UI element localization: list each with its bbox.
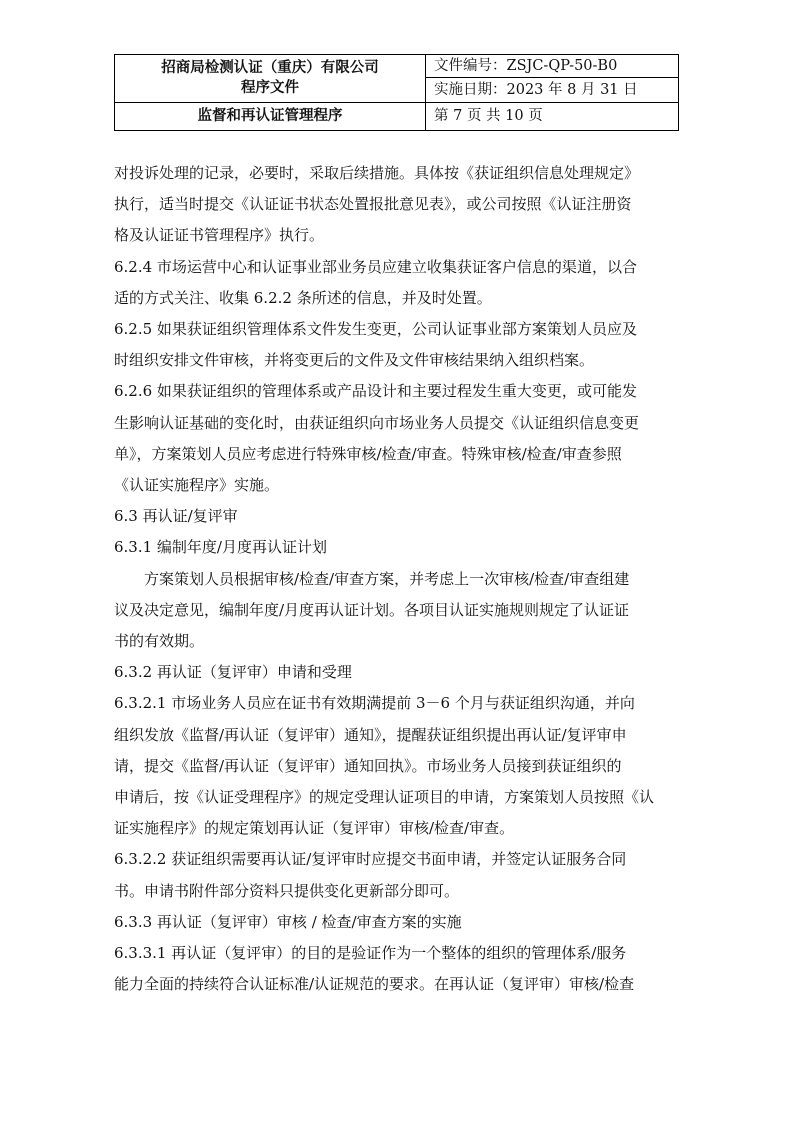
subsection-heading: 6.3.3 再认证（复评审）审核 / 检查/审查方案的实施 (114, 912, 462, 931)
document-body (114, 158, 680, 1000)
body-line: 6.3.2.2 获证组织需要再认证/复评审时应提交书面申请，并签定认证服务合同 (114, 850, 627, 869)
section-heading: 6.3 再认证/复评审 (114, 507, 238, 526)
body-line: 时组织安排文件审核，并将变更后的文件及文件审核结果纳入组织档案。 (114, 351, 595, 370)
body-line: 书的有效期。 (114, 632, 205, 651)
document-title: 监督和再认证管理程序 (115, 103, 426, 131)
document-number: 文件编号：ZSJC-QP-50-B0 (426, 55, 679, 78)
body-line: 6.3.3.1 再认证（复评审）的目的是验证作为一个整体的组织的管理体系/服务 (114, 944, 627, 963)
body-line: 6.3.2.1 市场业务人员应在证书有效期满提前 3－6 个月与获证组织沟通，并向 (114, 694, 635, 713)
body-line: 申请后，按《认证受理程序》的规定受理认证项目的申请，方案策划人员按照《认 (114, 788, 655, 807)
body-line: 能力全面的持续符合认证标准/认证规范的要求。在再认证（复评审）审核/检查 (114, 975, 635, 994)
body-line: 6.2.4 市场运营中心和认证事业部业务员应建立收集获证客户信息的渠道，以合 (114, 257, 637, 276)
subsection-heading: 6.3.2 再认证（复评审）申请和受理 (114, 663, 352, 682)
body-line: 生影响认证基础的变化时，由获证组织向市场业务人员提交《认证组织信息变更 (114, 413, 640, 432)
body-line: 6.2.5 如果获证组织管理体系文件发生变更，公司认证事业部方案策划人员应及 (114, 320, 637, 339)
body-line: 6.2.6 如果获证组织的管理体系或产品设计和主要过程发生重大变更，或可能发 (114, 382, 637, 401)
subsection-heading: 6.3.1 编制年度/月度再认证计划 (114, 538, 327, 557)
body-line: 请，提交《监督/再认证（复评审）通知回执》。市场业务人员接到获证组织的 (114, 756, 622, 775)
body-line: 对投诉处理的记录，必要时，采取后续措施。具体按《获证组织信息处理规定》 (114, 164, 640, 182)
body-line: 组织发放《监督/再认证（复评审）通知》，提醒获证组织提出再认证/复评审申 (114, 725, 627, 744)
document-category: 程序文件 (241, 79, 299, 96)
body-line: 适的方式关注、收集 6.2.2 条所述的信息，并及时处置。 (114, 288, 492, 307)
effective-date: 实施日期：2023 年 8 月 31 日 (426, 78, 679, 103)
document-header-table (114, 54, 679, 131)
body-line: 议及决定意见，编制年度/月度再认证计划。各项目认证实施规则规定了认证证 (114, 600, 630, 619)
body-line: 证实施程序》的规定策划再认证（复评审）审核/检查/审查。 (114, 819, 515, 838)
company-name: 招商局检测认证（重庆）有限公司 (161, 59, 379, 76)
body-line: 格及认证证书管理程序》执行。 (114, 226, 325, 245)
body-line: 书。申请书附件部分资料只提供变化更新部分即可。 (114, 881, 460, 900)
body-line: 方案策划人员根据审核/检查/审查方案，并考虑上一次审核/检查/审查组建 (144, 569, 630, 588)
body-line: 《认证实施程序》实施。 (114, 476, 280, 495)
page-number: 第 7 页 共 10 页 (426, 103, 679, 131)
header-company-cell (115, 55, 426, 103)
body-line: 单》，方案策划人员应考虑进行特殊审核/检查/审查。特殊审核/检查/审查参照 (114, 444, 622, 463)
body-line: 执行，适当时提交《认证证书状态处置报批意见表》，或公司按照《认证注册资 (114, 195, 632, 214)
